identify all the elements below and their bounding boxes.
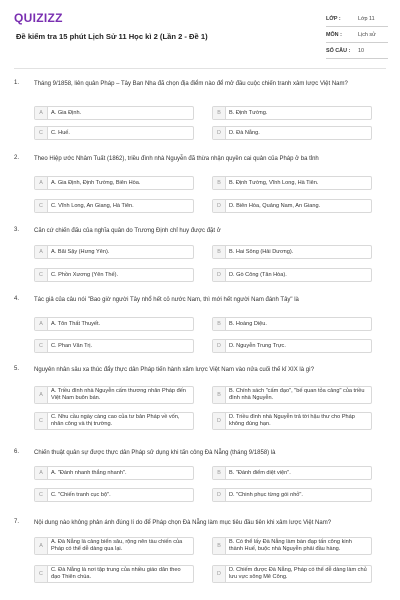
- option-b[interactable]: [212, 106, 372, 120]
- option-text: D. Nguyễn Trung Trực.: [229, 342, 286, 349]
- option-letter: A: [35, 107, 48, 119]
- option-letter: D: [213, 566, 226, 582]
- option-letter: C: [35, 340, 48, 352]
- option-letter: D: [213, 340, 226, 352]
- quizizz-logo: QUIZIZZ: [14, 11, 63, 25]
- option-b[interactable]: [212, 245, 372, 259]
- question-number: 5.: [14, 366, 20, 372]
- option-c[interactable]: [34, 126, 194, 140]
- option-text: A. Đà Nẵng là cảng biển sâu, rộng nên tàu chiến của Pháp có thể dễ dàng qua lại.: [51, 539, 183, 552]
- question-text: Theo Hiệp ước Nhâm Tuất (1862), triều đình nhà Nguyễn đã thừa nhận quyền cai quản của Pháp ở ba tỉnh: [34, 156, 319, 162]
- option-c[interactable]: [34, 565, 194, 583]
- option-letter: D: [213, 489, 226, 501]
- option-c[interactable]: [34, 339, 194, 353]
- option-d[interactable]: [212, 412, 372, 430]
- option-d[interactable]: [212, 199, 372, 213]
- option-letter: B: [213, 467, 226, 479]
- meta-value: 10: [358, 48, 364, 54]
- question-number: 6.: [14, 449, 20, 455]
- option-a[interactable]: [34, 317, 194, 331]
- option-text: C. Phan Văn Trị.: [51, 342, 93, 349]
- option-a[interactable]: [34, 386, 194, 404]
- option-text: D. "Chinh phục từng gói nhỏ".: [229, 491, 303, 498]
- option-c[interactable]: [34, 268, 194, 282]
- option-letter: B: [213, 177, 226, 189]
- option-text: C. "Chiến tranh cục bộ".: [51, 491, 111, 498]
- meta-info: [326, 12, 388, 60]
- option-b[interactable]: [212, 176, 372, 190]
- option-a[interactable]: [34, 537, 194, 555]
- option-text: D. Biên Hòa, Quảng Nam, An Giang.: [229, 202, 321, 209]
- option-a[interactable]: [34, 176, 194, 190]
- option-a[interactable]: [34, 245, 194, 259]
- page-title: Đề kiểm tra 15 phút Lịch Sử 11 Học kì 2 (Lần 2 - Đề 1): [16, 32, 208, 41]
- option-letter: B: [213, 538, 226, 554]
- option-b[interactable]: [212, 386, 372, 404]
- option-d[interactable]: [212, 565, 372, 583]
- option-letter: D: [213, 269, 226, 281]
- option-text: D. Gò Công (Tân Hòa).: [229, 271, 287, 278]
- option-letter: D: [213, 127, 226, 139]
- option-letter: C: [35, 489, 48, 501]
- meta-row-subject: [326, 28, 388, 43]
- option-d[interactable]: [212, 488, 372, 502]
- question-text: Chiến thuật quân sự được thực dân Pháp sử dụng khi tấn công Đà Nẵng (tháng 9/1858) là: [34, 450, 276, 456]
- question-number: 3.: [14, 227, 20, 233]
- option-text: B. Định Tường, Vĩnh Long, Hà Tiên.: [229, 179, 319, 186]
- option-letter: A: [35, 387, 48, 403]
- option-c[interactable]: [34, 488, 194, 502]
- meta-label: LỚP :: [326, 16, 341, 22]
- option-letter: B: [213, 318, 226, 330]
- option-text: B. Có thể lấy Đà Nẵng làm bàn đạp tấn công kinh thành Huế, buộc nhà Nguyễn phải đầu hàng.: [229, 539, 352, 552]
- option-text: B. Hai Sông (Hải Dương).: [229, 248, 294, 255]
- meta-row-class: [326, 12, 388, 27]
- option-d[interactable]: [212, 339, 372, 353]
- option-b[interactable]: [212, 317, 372, 331]
- question-text: Tác giả của câu nói "Bao giờ người Tây nhổ hết cỏ nước Nam, thì mới hết người Nam đánh Tây" là: [34, 297, 299, 303]
- option-letter: A: [35, 318, 48, 330]
- meta-value: Lớp 11: [358, 16, 375, 22]
- option-text: A. Gia Định, Định Tường, Biên Hòa.: [51, 179, 141, 186]
- question-number: 1.: [14, 80, 20, 86]
- option-letter: C: [35, 200, 48, 212]
- option-text: C. Nhu cầu ngày càng cao của tư bản Pháp về vốn, nhân công và thị trường.: [51, 414, 180, 427]
- option-text: C. Vĩnh Long, An Giang, Hà Tiên.: [51, 202, 134, 209]
- option-text: A. Gia Định.: [51, 109, 82, 116]
- option-c[interactable]: [34, 199, 194, 213]
- header-divider: [14, 68, 386, 69]
- document-header: [0, 0, 400, 62]
- option-text: A. Triều đình nhà Nguyễn cấm thương nhân Pháp đến Việt Nam buôn bán.: [51, 388, 186, 401]
- meta-label: MÔN :: [326, 32, 342, 38]
- option-b[interactable]: [212, 466, 372, 480]
- option-letter: B: [213, 246, 226, 258]
- question-text: Tháng 9/1858, liên quân Pháp – Tây Ban Nha đã chọn địa điểm nào để mở đầu cuộc chiến tranh xâm lược Việt Nam?: [34, 81, 348, 87]
- question-number: 7.: [14, 519, 20, 525]
- meta-value: Lịch sử: [358, 32, 376, 38]
- option-letter: A: [35, 246, 48, 258]
- option-text: D. Triều đình nhà Nguyễn trả tời hậu thư cho Pháp không đúng hạn.: [229, 414, 355, 427]
- question-number: 2.: [14, 155, 20, 161]
- option-b[interactable]: [212, 537, 372, 555]
- option-letter: D: [213, 200, 226, 212]
- option-d[interactable]: [212, 268, 372, 282]
- option-text: C. Đà Nẵng là nơi tập trung của nhiều giáo dân theo đạo Thiên chúa.: [51, 567, 181, 580]
- question-text: Nguyên nhân sâu xa thúc đẩy thực dân Pháp tiến hành xâm lược Việt Nam vào nửa cuối thế kỉ XIX là gì?: [34, 367, 315, 373]
- option-letter: C: [35, 127, 48, 139]
- option-letter: A: [35, 467, 48, 479]
- option-letter: B: [213, 107, 226, 119]
- option-a[interactable]: [34, 106, 194, 120]
- option-text: B. "Đánh điểm diệt viện".: [229, 469, 291, 476]
- option-letter: A: [35, 538, 48, 554]
- option-text: B. Chính sách "cấm đạo", "bế quan tỏa cảng" của triều đình nhà Nguyễn.: [229, 388, 365, 401]
- option-letter: C: [35, 566, 48, 582]
- option-text: D. Chiếm được Đà Nẵng, Pháp có thể dễ dàng làm chủ lưu vực sông Mê Công.: [229, 567, 367, 580]
- option-text: C. Huế.: [51, 129, 70, 136]
- question-text: Căn cứ chiến đấu của nghĩa quân do Trương Định chỉ huy được đặt ở: [34, 228, 221, 234]
- option-letter: C: [35, 413, 48, 429]
- option-text: B. Hoàng Diệu.: [229, 320, 267, 327]
- option-c[interactable]: [34, 412, 194, 430]
- question-text: Nội dung nào không phản ánh đúng lí do để Pháp chọn Đà Nẵng làm mục tiêu đầu tiên khi xâm lược Việt Nam?: [34, 520, 332, 526]
- option-d[interactable]: [212, 126, 372, 140]
- option-a[interactable]: [34, 466, 194, 480]
- option-text: A. Tôn Thất Thuyết.: [51, 320, 101, 327]
- meta-row-count: [326, 44, 388, 59]
- option-text: A. Bãi Sậy (Hưng Yên).: [51, 248, 110, 255]
- option-text: C. Phồn Xương (Yên Thế).: [51, 271, 119, 278]
- option-text: D. Đà Nẵng.: [229, 129, 260, 136]
- question-number: 4.: [14, 296, 20, 302]
- option-letter: D: [213, 413, 226, 429]
- option-text: A. "Đánh nhanh thắng nhanh".: [51, 469, 127, 476]
- option-letter: B: [213, 387, 226, 403]
- option-letter: A: [35, 177, 48, 189]
- option-letter: C: [35, 269, 48, 281]
- meta-label: SỐ CÂU :: [326, 48, 351, 54]
- option-text: B. Định Tường.: [229, 109, 268, 116]
